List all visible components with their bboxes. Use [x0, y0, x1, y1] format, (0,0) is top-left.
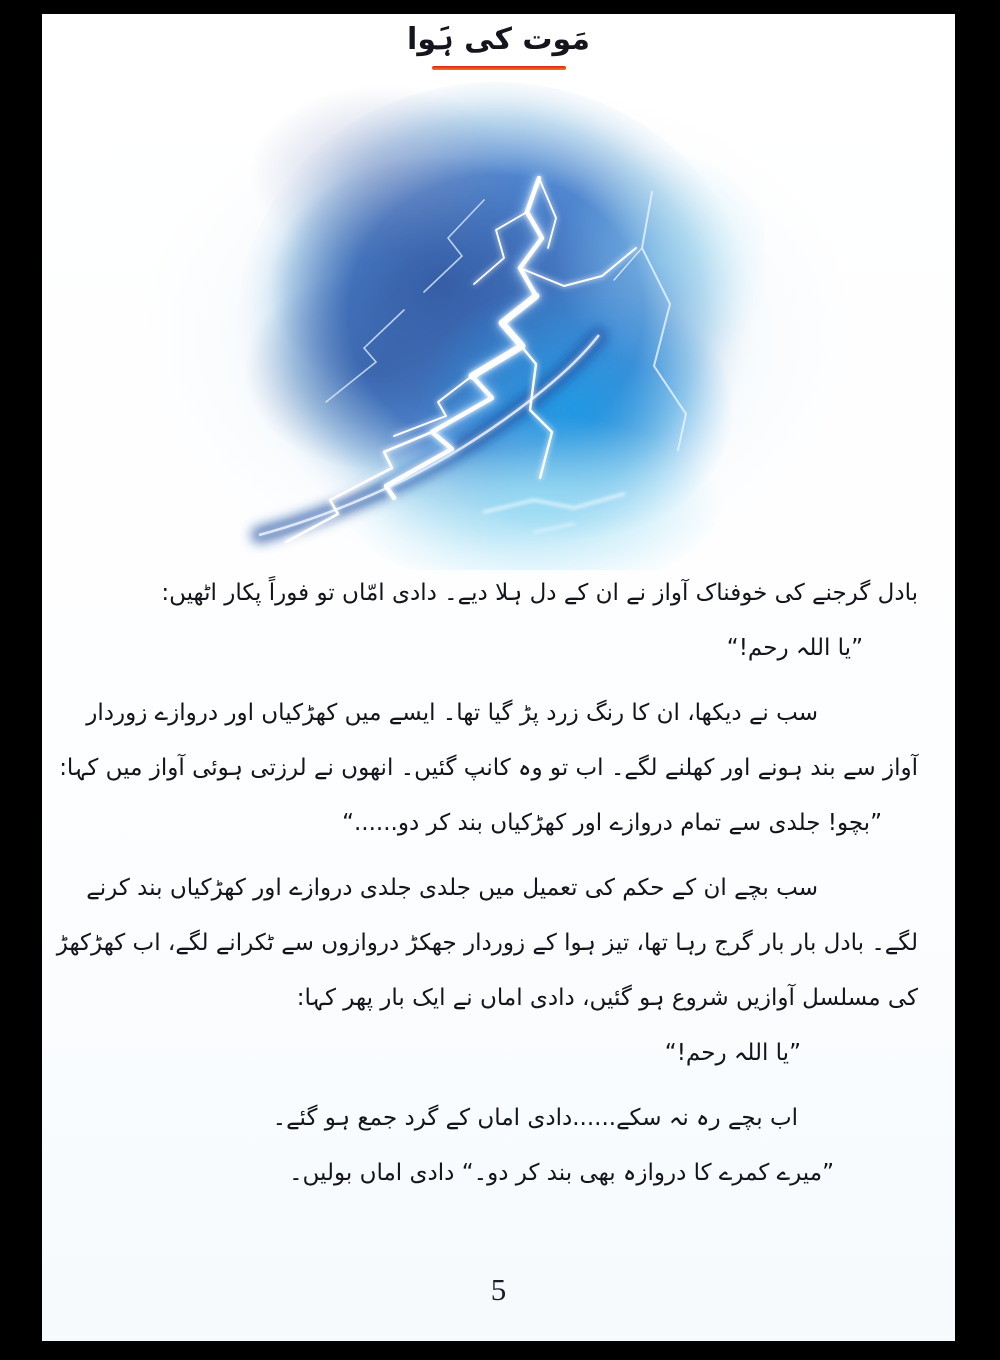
story-line: اب بچے رہ نہ سکے......دادی اماں کے گرد جمع ہو گئے۔ — [272, 1105, 798, 1131]
story-line-quote: ”میرے کمرے کا دروازہ بھی بند کر دو۔“ دادی اماں بولیں۔ — [289, 1160, 834, 1186]
title-underline — [432, 66, 566, 70]
story-line: آواز سے بند ہونے اور کھلنے لگے۔ اب تو وہ کانپ گئیں۔ انھوں نے لرزتی ہوئی آواز میں کہا: — [59, 755, 918, 781]
story-line: سب بچے ان کے حکم کی تعمیل میں جلدی جلدی دروازے اور کھڑکیاں بند کرنے — [86, 875, 818, 901]
page-number: 5 — [490, 1272, 507, 1307]
story-line-quote: ”بچو! جلدی سے تمام دروازے اور کھڑکیاں بند کر دو......“ — [342, 810, 882, 836]
book-page — [42, 14, 955, 1341]
story-line: کی مسلسل آوازیں شروع ہو گئیں، دادی اماں نے ایک بار پھر کہا: — [296, 985, 918, 1011]
story-line: سب نے دیکھا، ان کا رنگ زرد پڑ گیا تھا۔ ایسے میں کھڑکیاں اور دروازے زوردار — [86, 700, 818, 726]
page-title: مَوت کی ہَوا — [407, 22, 590, 57]
story-text — [56, 566, 918, 1201]
lightning-illustration — [234, 80, 764, 570]
story-line-quote: ”یا اللہ رحم!“ — [664, 1040, 801, 1066]
lightning-cloud-graphic — [234, 80, 764, 570]
story-line: لگے۔ بادل بار بار گرج رہا تھا، تیز ہوا کے زوردار جھکڑ دروازوں سے ٹکرانے لگے، اب کھڑکھڑ — [56, 930, 918, 956]
story-line-quote: ”یا اللہ رحم!“ — [726, 635, 863, 661]
story-line: بادل گرجنے کی خوفناک آواز نے ان کے دل ہلا دیے۔ دادی امّاں تو فوراً پکار اٹھیں: — [161, 580, 918, 606]
